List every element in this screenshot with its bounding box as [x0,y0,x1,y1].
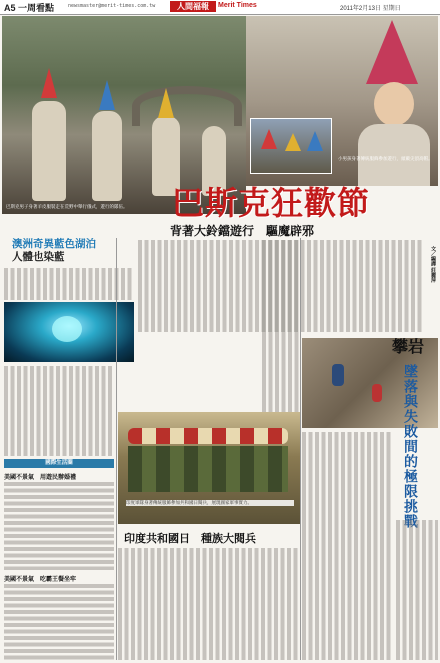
turban-row-shape [128,428,288,444]
sidebar-item2-title[interactable]: 美國不景氣 吃霸王餐坐牢 [4,576,77,583]
jellyfish-headline [12,238,132,264]
sidebar-item1-title[interactable]: 美國不景氣 用遊民辦婚禮 [4,474,77,481]
jellyfish-body-lines [4,366,114,456]
issue-date: 2011年2月13日 星期日 [340,6,401,12]
cone-hat-shape [366,20,418,84]
parade-inset-photo [250,118,332,174]
jellyfish-text-lines [4,268,134,300]
climbing-headline: 攀岩 [392,337,425,356]
byline: 文／編譯 莊麗萍 [430,246,436,283]
glow-shape [52,316,82,342]
climbing-subheadline: 墜落與失敗間的極限挑戰 [402,364,418,529]
child-photo-caption: 小男孩身著傳統服飾參加遊行，頭戴尖頂高帽。 [338,157,433,162]
india-photo-caption: 印度軍隊身著傳統服飾參加共和國日閱兵，展現國家軍事實力。 [126,500,294,506]
india-headline: 印度共和國日 種族大閱兵 [124,532,256,545]
newspaper-logo-english: Merit Times [218,2,257,9]
fur-costume-shape [358,124,430,186]
contact-email[interactable]: newsmaster@merit-times.com.tw [68,3,156,9]
main-headline: 巴斯克狂歡節 [172,184,371,222]
cone-hat-shape [99,80,115,110]
climbing-text-lines [262,240,300,420]
child-face-shape [374,82,414,126]
column-divider [300,238,301,660]
blue-lake-photo [4,302,134,362]
dancer-figure [32,101,66,201]
stone-bridge-shape [132,86,242,126]
india-body-lines [118,548,300,660]
jellyfish-title-line1: 澳洲奇異藍色湖泊 [12,238,96,250]
climber-shape [372,384,382,402]
soldier-row-shape [128,446,288,492]
section-label: A5 一周看點 [4,3,55,13]
sidebar-item1-lines [4,482,114,570]
climbing-body-lines [302,432,392,660]
page-header [0,0,440,15]
cone-hat-shape [261,129,277,149]
climbing-column-lines [396,520,438,660]
cone-hat-shape [307,131,323,151]
climber-shape [332,364,344,386]
main-subheadline: 背著大鈴鐺遊行 驅魔辟邪 [170,224,315,238]
column-divider [116,238,117,660]
newspaper-logo: 人間福報 [170,1,216,12]
cone-hat-shape [158,88,174,118]
main-photo-caption: 巴斯克男子身著羊皮服裝走在荒野中舉行儀式，遊行的隊伍。 [6,205,128,210]
sidebar-item2-lines [4,584,114,660]
cone-hat-shape [41,68,57,98]
dancer-figure [92,111,122,201]
cone-hat-shape [285,133,301,151]
india-parade-photo [118,412,300,524]
world-life-box-header: 國際生活圈 [4,459,114,468]
jellyfish-title-line2: 人體也染藍 [12,251,65,263]
